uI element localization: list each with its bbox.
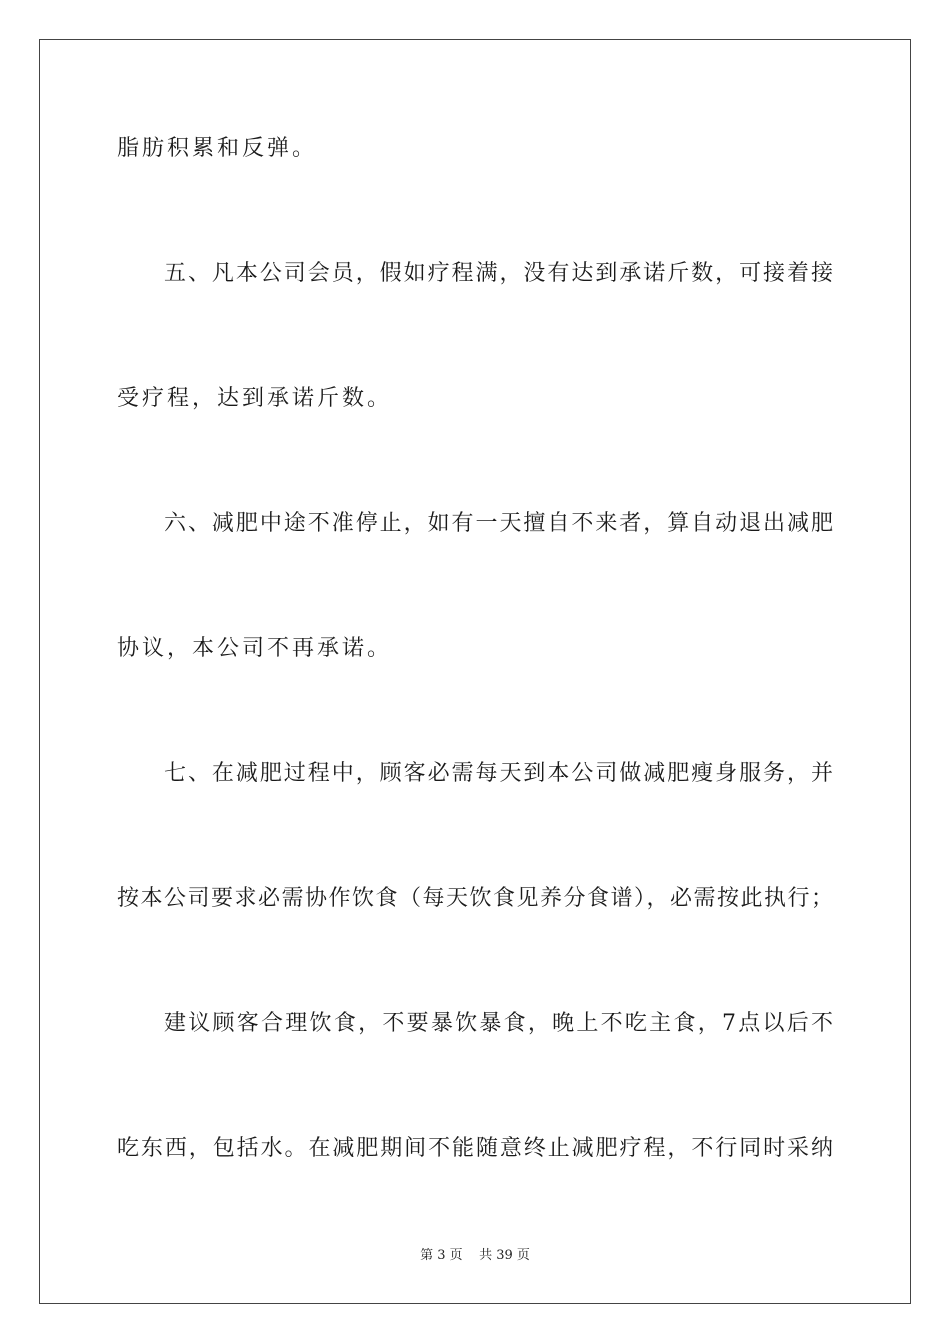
text-line-1: 脂肪积累和反弹。 [117, 136, 318, 161]
paragraph-7-line-2: 按本公司要求必需协作饮食（每天饮食见养分食谱），必需按此执行； [117, 886, 833, 911]
page-number-footer: 第 3 页 共 39 页 [420, 1248, 530, 1263]
paragraph-6-line-2: 协议，本公司不再承诺。 [117, 636, 393, 661]
paragraph-8-line-1: 建议顾客合理饮食，不要暴饮暴食，晚上不吃主食，7点以后不 [164, 1011, 833, 1036]
paragraph-6-line-1: 六、减肥中途不准停止，如有一天擅自不来者，算自动退出减肥 [164, 511, 833, 536]
paragraph-7-line-1: 七、在减肥过程中，顾客必需每天到本公司做减肥瘦身服务，并 [164, 761, 833, 786]
paragraph-8-line-2: 吃东西，包括水。在减肥期间不能随意终止减肥疗程，不行同时采纳 [117, 1136, 833, 1161]
page-border [39, 39, 911, 1304]
paragraph-5-line-2: 受疗程，达到承诺斤数。 [117, 386, 393, 411]
paragraph-5-line-1: 五、凡本公司会员，假如疗程满，没有达到承诺斤数，可接着接 [164, 261, 833, 286]
